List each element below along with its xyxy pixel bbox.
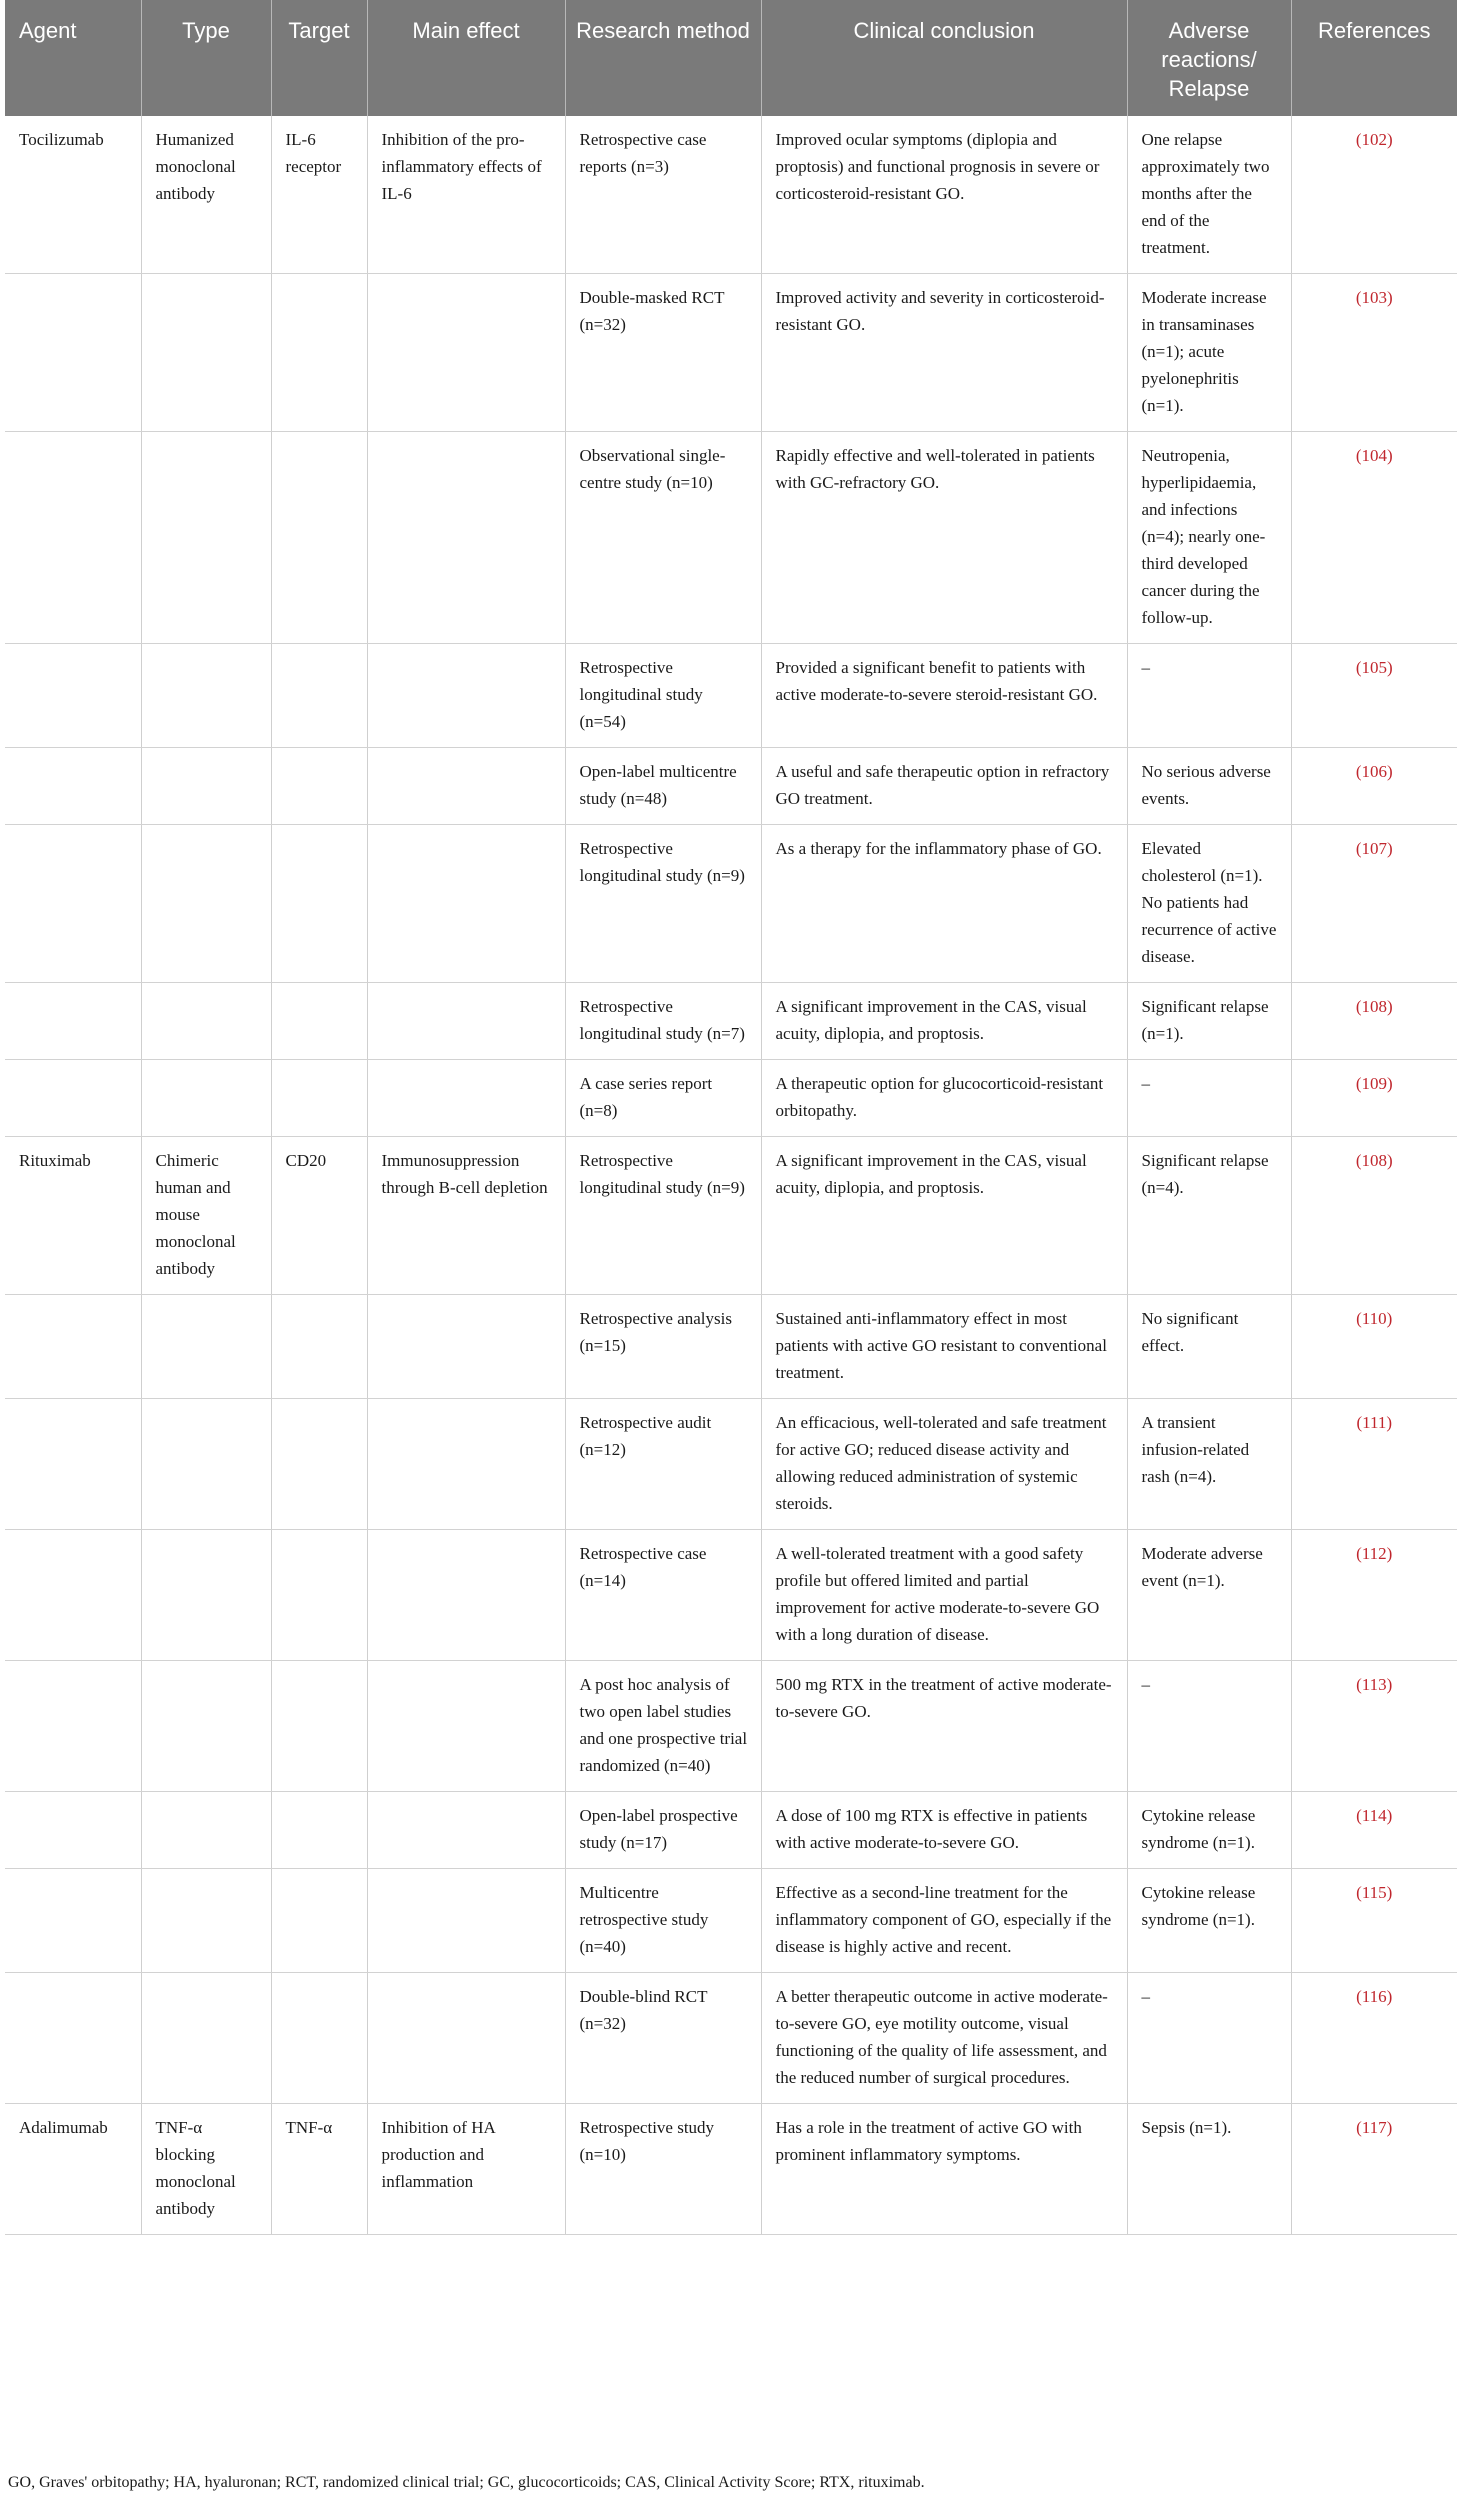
reference-link[interactable]: (112) — [1356, 1544, 1393, 1563]
cell-adverse-reactions: Sepsis (n=1). — [1127, 2104, 1291, 2235]
header-agent: Agent — [5, 0, 141, 116]
cell-main-effect: Immunosuppression through B-cell depletion — [367, 1137, 565, 1295]
reference-link[interactable]: (110) — [1356, 1309, 1393, 1328]
cell-main-effect — [367, 1869, 565, 1973]
cell-target — [271, 825, 367, 983]
cell-type — [141, 1792, 271, 1869]
cell-type: TNF-α blocking monoclonal antibody — [141, 2104, 271, 2235]
table-row — [5, 1295, 1457, 1399]
cell-agent — [5, 1530, 141, 1661]
table-row — [5, 1661, 1457, 1792]
cell-type — [141, 1530, 271, 1661]
cell-adverse-reactions: – — [1127, 1661, 1291, 1792]
cell-type — [141, 1973, 271, 2104]
cell-adverse-reactions: No significant effect. — [1127, 1295, 1291, 1399]
reference-link[interactable]: (105) — [1355, 658, 1393, 677]
cell-clinical-conclusion: Improved activity and severity in corticosteroid-resistant GO. — [761, 274, 1127, 432]
cell-research-method: Double-masked RCT (n=32) — [565, 274, 761, 432]
data-table — [5, 0, 1457, 2235]
cell-target — [271, 748, 367, 825]
cell-reference — [1291, 1661, 1457, 1792]
cell-adverse-reactions: Moderate increase in transaminases (n=1); acute pyelonephritis (n=1). — [1127, 274, 1291, 432]
cell-main-effect — [367, 1060, 565, 1137]
cell-main-effect — [367, 1661, 565, 1792]
cell-clinical-conclusion: Provided a significant benefit to patients with active moderate-to-severe steroid-resistant GO. — [761, 644, 1127, 748]
reference-link[interactable]: (106) — [1355, 762, 1393, 781]
cell-agent: Tocilizumab — [5, 116, 141, 274]
table-row — [5, 2104, 1457, 2235]
header-research-method: Research method — [565, 0, 761, 116]
cell-main-effect: Inhibition of HA production and inflammation — [367, 2104, 565, 2235]
cell-research-method: Retrospective longitudinal study (n=9) — [565, 1137, 761, 1295]
cell-target — [271, 1530, 367, 1661]
reference-link[interactable]: (108) — [1355, 997, 1393, 1016]
cell-type — [141, 432, 271, 644]
table-container — [5, 0, 1457, 2235]
cell-research-method: Retrospective longitudinal study (n=54) — [565, 644, 761, 748]
cell-type — [141, 748, 271, 825]
cell-reference — [1291, 1399, 1457, 1530]
cell-reference — [1291, 983, 1457, 1060]
table-row — [5, 1530, 1457, 1661]
table-row — [5, 1137, 1457, 1295]
table-row — [5, 748, 1457, 825]
cell-agent: Adalimumab — [5, 2104, 141, 2235]
cell-reference — [1291, 825, 1457, 983]
cell-target — [271, 274, 367, 432]
cell-target — [271, 1869, 367, 1973]
reference-link[interactable]: (116) — [1356, 1987, 1393, 2006]
header-adverse-reactions: Adverse reactions/ Relapse — [1127, 0, 1291, 116]
header-target: Target — [271, 0, 367, 116]
cell-adverse-reactions: Cytokine release syndrome (n=1). — [1127, 1869, 1291, 1973]
cell-adverse-reactions: Significant relapse (n=1). — [1127, 983, 1291, 1060]
cell-agent — [5, 983, 141, 1060]
cell-adverse-reactions: – — [1127, 1973, 1291, 2104]
cell-target — [271, 432, 367, 644]
cell-main-effect — [367, 274, 565, 432]
table-row — [5, 1973, 1457, 2104]
cell-clinical-conclusion: A significant improvement in the CAS, visual acuity, diplopia, and proptosis. — [761, 983, 1127, 1060]
cell-reference — [1291, 432, 1457, 644]
cell-research-method: A post hoc analysis of two open label studies and one prospective trial randomized (n=40) — [565, 1661, 761, 1792]
cell-research-method: Retrospective study (n=10) — [565, 2104, 761, 2235]
cell-target — [271, 1661, 367, 1792]
cell-clinical-conclusion: Effective as a second-line treatment for the inflammatory component of GO, especially if the disease is highly active and recent. — [761, 1869, 1127, 1973]
cell-adverse-reactions: – — [1127, 1060, 1291, 1137]
cell-reference — [1291, 2104, 1457, 2235]
cell-agent — [5, 432, 141, 644]
table-row — [5, 274, 1457, 432]
cell-main-effect — [367, 825, 565, 983]
cell-research-method: Open-label prospective study (n=17) — [565, 1792, 761, 1869]
cell-main-effect — [367, 1530, 565, 1661]
cell-research-method: Retrospective audit (n=12) — [565, 1399, 761, 1530]
cell-main-effect — [367, 1295, 565, 1399]
cell-type — [141, 274, 271, 432]
cell-target — [271, 1295, 367, 1399]
cell-type — [141, 1295, 271, 1399]
cell-clinical-conclusion: A useful and safe therapeutic option in refractory GO treatment. — [761, 748, 1127, 825]
cell-reference — [1291, 748, 1457, 825]
cell-research-method: Observational single-centre study (n=10) — [565, 432, 761, 644]
reference-link[interactable]: (114) — [1356, 1806, 1393, 1825]
reference-link[interactable]: (103) — [1355, 288, 1393, 307]
cell-adverse-reactions: No serious adverse events. — [1127, 748, 1291, 825]
cell-reference — [1291, 116, 1457, 274]
cell-clinical-conclusion: Sustained anti-inflammatory effect in most patients with active GO resistant to conventional treatment. — [761, 1295, 1127, 1399]
cell-type: Humanized monoclonal antibody — [141, 116, 271, 274]
cell-research-method: Multicentre retrospective study (n=40) — [565, 1869, 761, 1973]
cell-reference — [1291, 1869, 1457, 1973]
cell-clinical-conclusion: A significant improvement in the CAS, visual acuity, diplopia, and proptosis. — [761, 1137, 1127, 1295]
cell-research-method: Retrospective case (n=14) — [565, 1530, 761, 1661]
cell-agent — [5, 1869, 141, 1973]
cell-adverse-reactions: Cytokine release syndrome (n=1). — [1127, 1792, 1291, 1869]
cell-clinical-conclusion: Rapidly effective and well-tolerated in patients with GC-refractory GO. — [761, 432, 1127, 644]
header-row — [5, 0, 1457, 116]
cell-type — [141, 644, 271, 748]
cell-clinical-conclusion: A well-tolerated treatment with a good safety profile but offered limited and partial improvement for active moderate-to-severe GO with a long duration of disease. — [761, 1530, 1127, 1661]
cell-agent — [5, 1792, 141, 1869]
cell-main-effect — [367, 748, 565, 825]
cell-research-method: Retrospective longitudinal study (n=9) — [565, 825, 761, 983]
cell-research-method: Retrospective case reports (n=3) — [565, 116, 761, 274]
table-row — [5, 432, 1457, 644]
reference-link[interactable]: (111) — [1356, 1413, 1393, 1432]
cell-adverse-reactions: One relapse approximately two months after the end of the treatment. — [1127, 116, 1291, 274]
cell-main-effect — [367, 1973, 565, 2104]
cell-type: Chimeric human and mouse monoclonal antibody — [141, 1137, 271, 1295]
cell-reference — [1291, 274, 1457, 432]
reference-link[interactable]: (109) — [1355, 1074, 1393, 1093]
cell-reference — [1291, 1295, 1457, 1399]
cell-target — [271, 983, 367, 1060]
header-clinical-conclusion: Clinical conclusion — [761, 0, 1127, 116]
cell-clinical-conclusion: A therapeutic option for glucocorticoid-resistant orbitopathy. — [761, 1060, 1127, 1137]
table-row — [5, 1399, 1457, 1530]
cell-type — [141, 1060, 271, 1137]
cell-agent — [5, 1295, 141, 1399]
cell-agent — [5, 274, 141, 432]
table-row — [5, 1869, 1457, 1973]
cell-target — [271, 1060, 367, 1137]
header-main-effect: Main effect — [367, 0, 565, 116]
reference-link[interactable]: (117) — [1356, 2118, 1393, 2137]
cell-clinical-conclusion: An efficacious, well-tolerated and safe treatment for active GO; reduced disease activity and allowing reduced administration of systemic steroids. — [761, 1399, 1127, 1530]
cell-agent — [5, 748, 141, 825]
cell-clinical-conclusion: A better therapeutic outcome in active moderate-to-severe GO, eye motility outcome, visual functioning of the quality of life assessment, and the reduced number of surgical procedures. — [761, 1973, 1127, 2104]
cell-main-effect — [367, 1792, 565, 1869]
cell-agent — [5, 825, 141, 983]
cell-type — [141, 1869, 271, 1973]
cell-main-effect — [367, 644, 565, 748]
cell-adverse-reactions: Moderate adverse event (n=1). — [1127, 1530, 1291, 1661]
cell-adverse-reactions: – — [1127, 644, 1291, 748]
cell-agent — [5, 1399, 141, 1530]
cell-target: CD20 — [271, 1137, 367, 1295]
cell-target — [271, 1973, 367, 2104]
cell-reference — [1291, 1530, 1457, 1661]
cell-research-method: Open-label multicentre study (n=48) — [565, 748, 761, 825]
cell-reference — [1291, 1792, 1457, 1869]
cell-target: TNF-α — [271, 2104, 367, 2235]
reference-link[interactable]: (102) — [1355, 130, 1393, 149]
cell-research-method: Double-blind RCT (n=32) — [565, 1973, 761, 2104]
reference-link[interactable]: (108) — [1355, 1151, 1393, 1170]
table-row — [5, 644, 1457, 748]
cell-target — [271, 644, 367, 748]
cell-agent: Rituximab — [5, 1137, 141, 1295]
cell-agent — [5, 1661, 141, 1792]
cell-agent — [5, 1060, 141, 1137]
cell-clinical-conclusion: Has a role in the treatment of active GO with prominent inflammatory symptoms. — [761, 2104, 1127, 2235]
cell-adverse-reactions: A transient infusion-related rash (n=4). — [1127, 1399, 1291, 1530]
cell-type — [141, 1661, 271, 1792]
cell-type — [141, 983, 271, 1060]
cell-adverse-reactions: Elevated cholesterol (n=1). No patients had recurrence of active disease. — [1127, 825, 1291, 983]
table-row — [5, 983, 1457, 1060]
cell-clinical-conclusion: 500 mg RTX in the treatment of active moderate-to-severe GO. — [761, 1661, 1127, 1792]
cell-main-effect — [367, 983, 565, 1060]
table-row — [5, 116, 1457, 274]
cell-clinical-conclusion: A dose of 100 mg RTX is effective in patients with active moderate-to-severe GO. — [761, 1792, 1127, 1869]
cell-type — [141, 825, 271, 983]
table-body — [5, 116, 1457, 2235]
cell-adverse-reactions: Neutropenia, hyperlipidaemia, and infections (n=4); nearly one-third developed cancer during the follow-up. — [1127, 432, 1291, 644]
reference-link[interactable]: (107) — [1355, 839, 1393, 858]
cell-clinical-conclusion: Improved ocular symptoms (diplopia and proptosis) and functional prognosis in severe or corticosteroid-resistant GO. — [761, 116, 1127, 274]
header-references: References — [1291, 0, 1457, 116]
table-header — [5, 0, 1457, 116]
reference-link[interactable]: (113) — [1356, 1675, 1393, 1694]
cell-type — [141, 1399, 271, 1530]
cell-target: IL-6 receptor — [271, 116, 367, 274]
cell-clinical-conclusion: As a therapy for the inflammatory phase of GO. — [761, 825, 1127, 983]
cell-adverse-reactions: Significant relapse (n=4). — [1127, 1137, 1291, 1295]
table-row — [5, 825, 1457, 983]
cell-reference — [1291, 1137, 1457, 1295]
cell-main-effect — [367, 1399, 565, 1530]
cell-main-effect — [367, 432, 565, 644]
reference-link[interactable]: (104) — [1355, 446, 1393, 465]
reference-link[interactable]: (115) — [1356, 1883, 1393, 1902]
cell-target — [271, 1399, 367, 1530]
table-footnote: GO, Graves' orbitopathy; HA, hyaluronan; RCT, randomized clinical trial; GC, glucocorticoids; CAS, Clinical Activity Score; RTX, rituximab. — [8, 2474, 925, 2491]
cell-reference — [1291, 1060, 1457, 1137]
cell-target — [271, 1792, 367, 1869]
cell-research-method: A case series report (n=8) — [565, 1060, 761, 1137]
cell-main-effect: Inhibition of the pro-inflammatory effects of IL-6 — [367, 116, 565, 274]
header-type: Type — [141, 0, 271, 116]
cell-reference — [1291, 644, 1457, 748]
cell-research-method: Retrospective analysis (n=15) — [565, 1295, 761, 1399]
table-row — [5, 1792, 1457, 1869]
cell-agent — [5, 644, 141, 748]
table-row — [5, 1060, 1457, 1137]
cell-research-method: Retrospective longitudinal study (n=7) — [565, 983, 761, 1060]
cell-agent — [5, 1973, 141, 2104]
cell-reference — [1291, 1973, 1457, 2104]
